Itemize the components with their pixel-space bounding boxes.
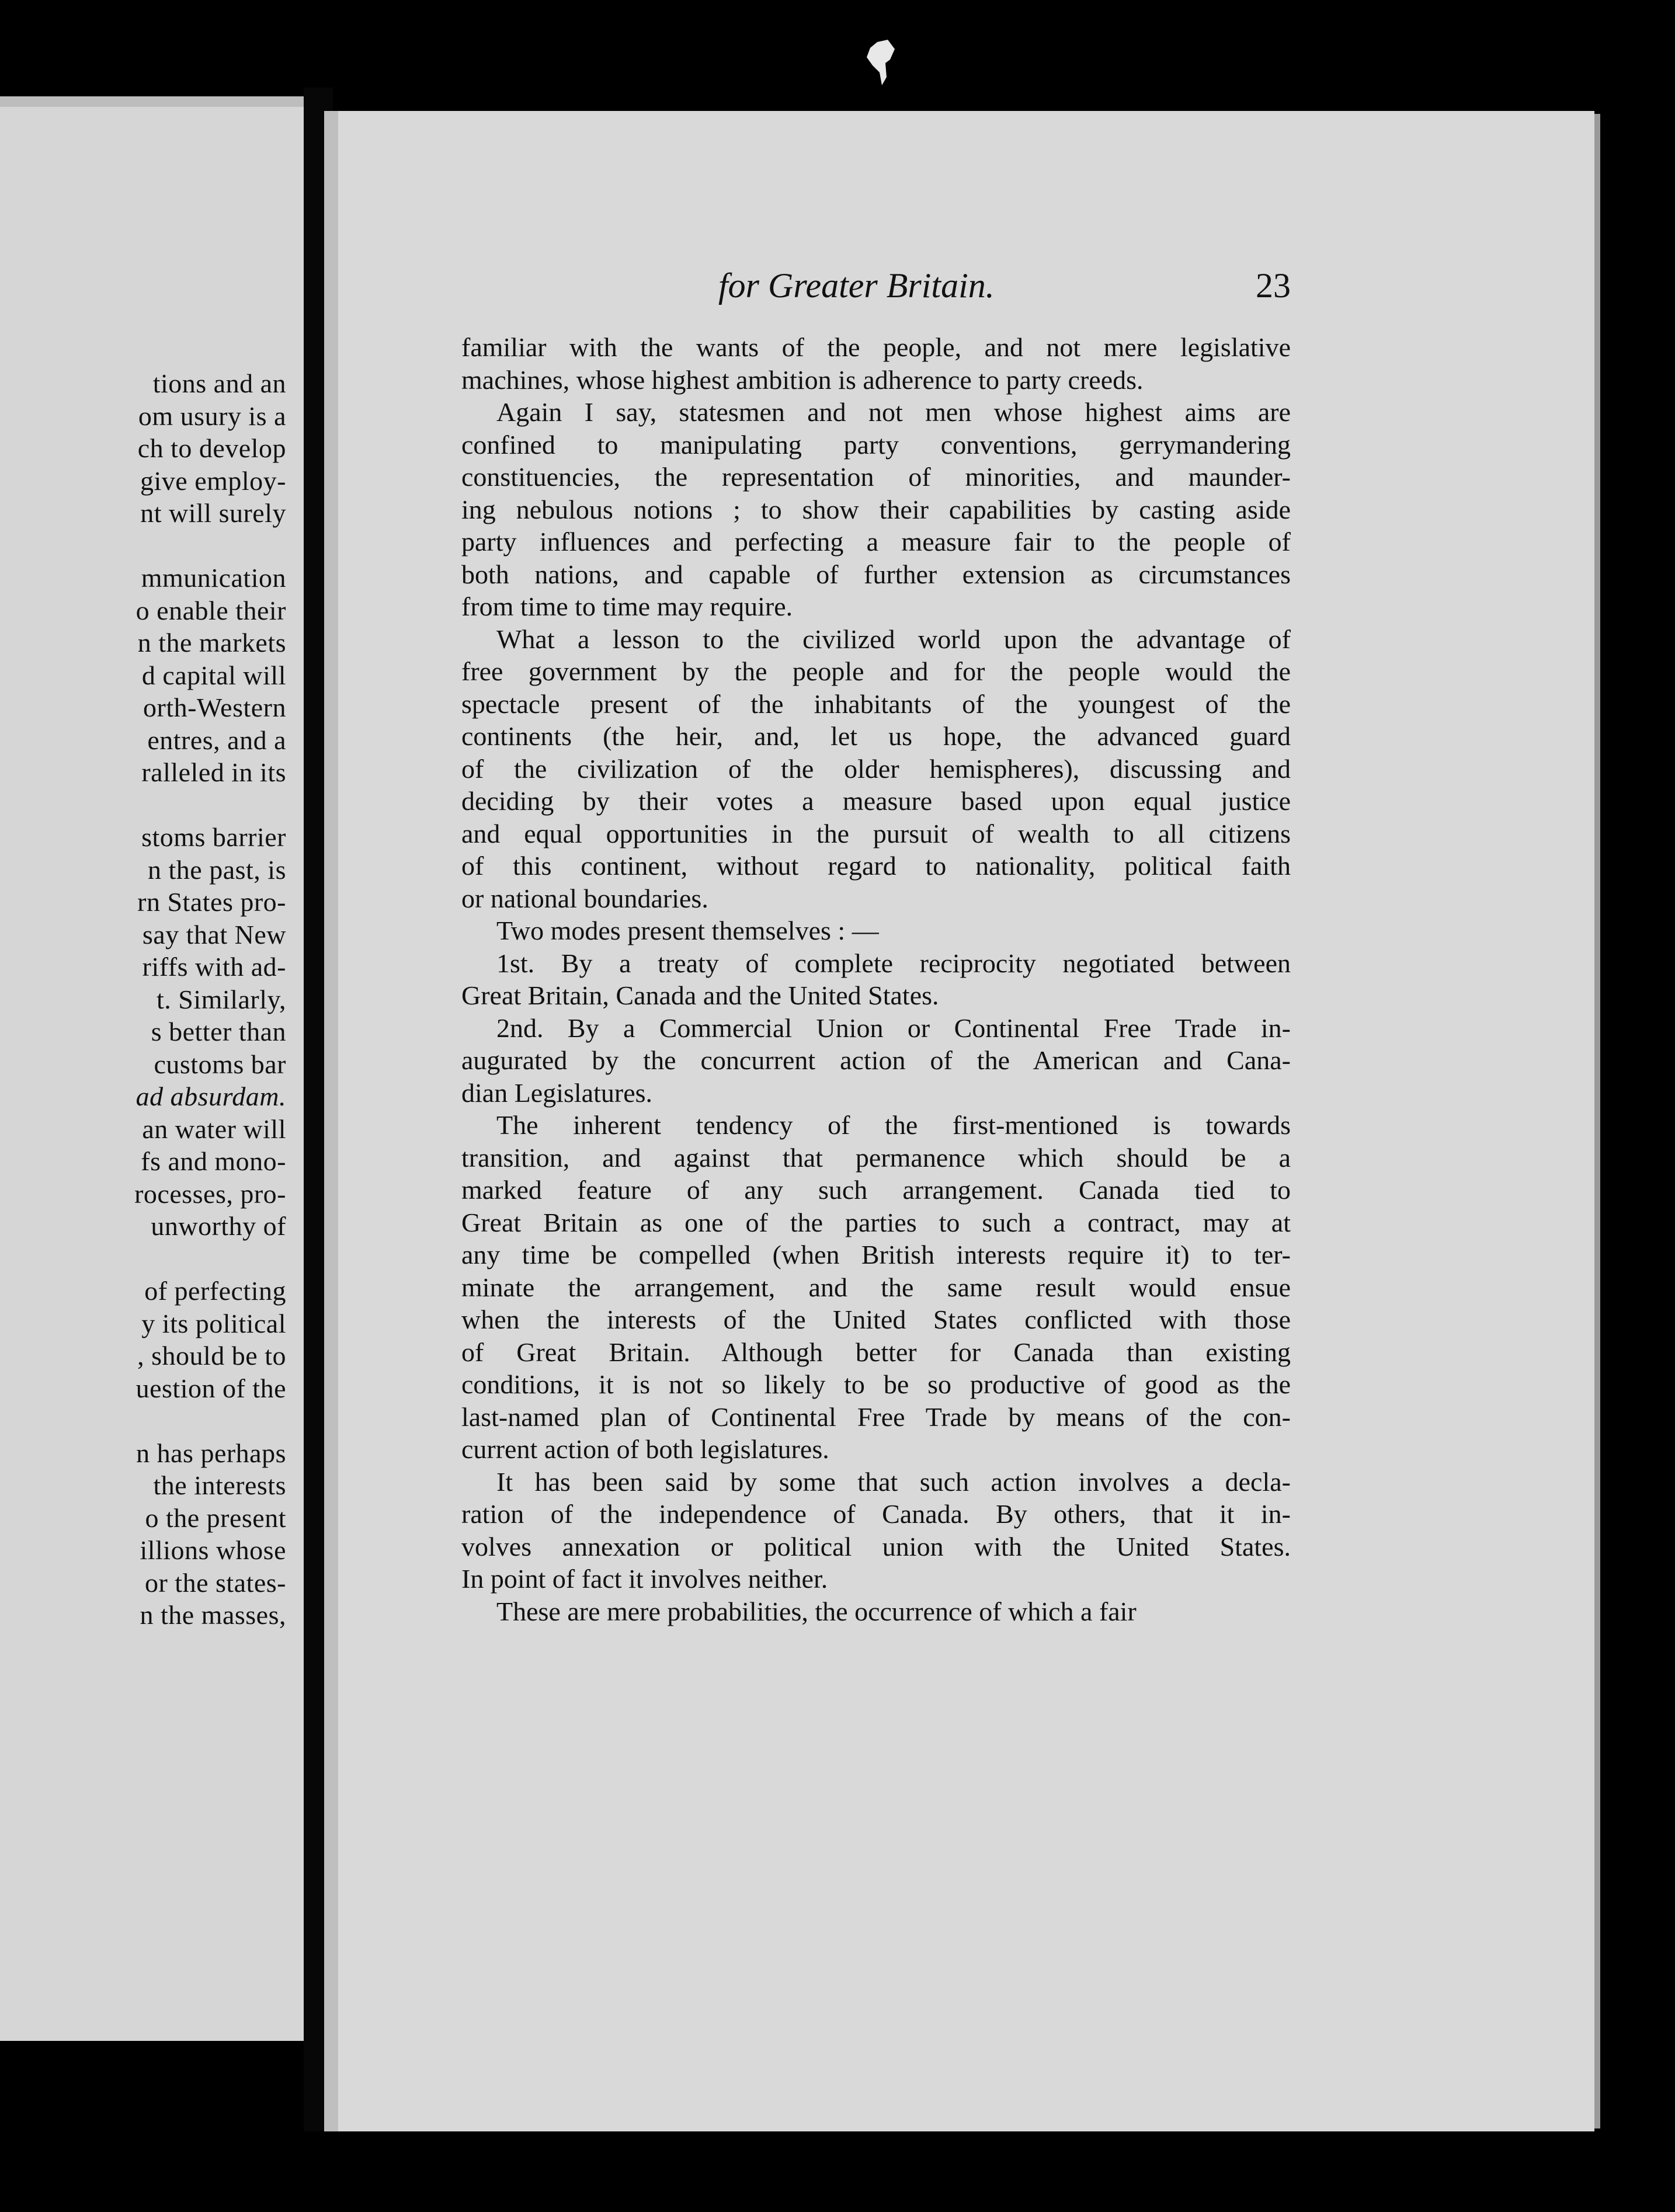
facing-text-line: say that New [142, 919, 286, 950]
text-line: The inherent tendency of the first-mentioned is towards [496, 1110, 1291, 1140]
facing-text-line: rn States pro- [137, 887, 286, 917]
text-line: volves annexation or political union with the United States. [461, 1531, 1291, 1561]
text-line: machines, whose highest ambition is adherence to party creeds. [461, 364, 1144, 395]
facing-text-line: n has perhaps [136, 1438, 286, 1468]
text-line: spectacle present of the inhabitants of the youngest of the [461, 688, 1291, 719]
text-line: last-named plan of Continental Free Trade by means of the con- [461, 1401, 1291, 1432]
text-line: continents (the heir, and, let us hope, the advanced guard [461, 721, 1291, 751]
text-line: of Great Britain. Although better for Canada than existing [461, 1337, 1291, 1367]
facing-text-line: riffs with ad- [142, 952, 286, 982]
text-line: of the civilization of the older hemispheres), discussing and [461, 753, 1291, 784]
facing-text-line: n the masses, [140, 1600, 286, 1630]
facing-text-line: or the states- [144, 1567, 286, 1598]
facing-text-line: give employ- [140, 465, 286, 496]
text-line: any time be compelled (when British interests require it) to ter- [461, 1240, 1291, 1270]
facing-text-line: n the past, is [148, 854, 286, 885]
facing-text-line: ralleled in its [141, 757, 286, 787]
page-shadow [324, 111, 338, 2131]
facing-text-line: orth-Western [143, 693, 286, 722]
text-line: or national boundaries. [461, 883, 708, 913]
facing-text-line: fs and mono- [141, 1146, 286, 1176]
text-line: transition, and against that permanence which should be a [461, 1142, 1291, 1173]
text-line: 2nd. By a Commercial Union or Continental Free Trade in- [496, 1013, 1291, 1043]
text-line: 1st. By a treaty of complete reciprocity negotiated between [496, 948, 1291, 978]
text-line: familiar with the wants of the people, and not mere legislative [461, 332, 1291, 362]
facing-text-line: uestion of the [135, 1373, 286, 1403]
facing-text-line: of perfecting [144, 1276, 286, 1306]
facing-text-line: ch to develop [137, 433, 286, 463]
text-line: when the interests of the United States conflicted with those [461, 1305, 1291, 1334]
text-line: confined to manipulating party conventions, gerrymandering [461, 429, 1291, 460]
text-line: These are mere probabilities, the occurrence of which a fair [496, 1596, 1137, 1626]
facing-text-line: customs bar [154, 1049, 286, 1079]
text-line: Great Britain, Canada and the United States. [461, 980, 939, 1010]
text-line: current action of both legislatures. [461, 1434, 829, 1464]
facing-text-line: entres, and a [147, 725, 286, 755]
facing-text-line: the interests [153, 1470, 286, 1500]
facing-text-line: an water will [142, 1114, 286, 1144]
facing-text-line: d capital will [141, 660, 286, 690]
facing-text-line: t. Similarly, [156, 984, 286, 1014]
facing-text-line: o enable their [135, 595, 286, 625]
facing-text-line: om usury is a [138, 401, 286, 431]
running-head [718, 266, 1291, 318]
text-line: It has been said by some that such action involves a decla- [496, 1466, 1291, 1497]
facing-text-line: unworthy of [151, 1211, 286, 1241]
page-number: 23 [1256, 266, 1291, 305]
facing-text-line: illions whose [140, 1535, 286, 1565]
facing-text-line: ad absurdam. [135, 1081, 286, 1111]
text-line: minate the arrangement, and the same result would ensue [461, 1272, 1291, 1302]
facing-text-line: n the markets [137, 628, 286, 658]
facing-text-line: mmunication [141, 563, 286, 593]
text-line: augurated by the concurrent action of the American and Cana- [461, 1045, 1291, 1075]
text-line: Again I say, statesmen and not men whose highest aims are [496, 397, 1291, 427]
dust-speck-icon [860, 36, 901, 89]
text-line: deciding by their votes a measure based upon equal justice [461, 786, 1291, 816]
facing-text-line: tions and an [152, 368, 286, 398]
text-line: ing nebulous notions ; to show their capabilities by casting aside [461, 494, 1291, 524]
text-line: In point of fact it involves neither. [461, 1564, 828, 1594]
text-line: What a lesson to the civilized world upon the advantage of [496, 624, 1291, 654]
facing-text-line: o the present [145, 1503, 286, 1533]
page-top-edge [0, 96, 304, 107]
text-line: marked feature of any such arrangement. Canada tied to [461, 1175, 1291, 1205]
facing-page [0, 96, 304, 2041]
text-line: Great Britain as one of the parties to such a contract, may at [461, 1207, 1291, 1237]
facing-text-line: y its political [141, 1308, 286, 1338]
facing-text-line: rocesses, pro- [134, 1178, 286, 1209]
text-line: constituencies, the representation of minorities, and maunder- [461, 462, 1291, 492]
text-line: from time to time may require. [461, 592, 793, 621]
page-fore-edge [1594, 114, 1600, 2128]
text-line: free government by the people and for the people would the [461, 656, 1291, 686]
text-line: party influences and perfecting a measure fair to the people of [461, 527, 1291, 557]
text-line: conditions, it is not so likely to be so productive of good as the [461, 1369, 1291, 1399]
text-line: Two modes present themselves : — [496, 916, 879, 945]
text-line: of this continent, without regard to nationality, political faith [461, 851, 1291, 881]
facing-text-line: s better than [151, 1017, 286, 1046]
facing-text-line: , should be to [137, 1341, 286, 1371]
text-line: both nations, and capable of further extension as circumstances [461, 559, 1291, 589]
facing-text-line: stoms barrier [141, 822, 286, 852]
text-line: dian Legislatures. [461, 1077, 653, 1108]
facing-text-line: nt will surely [140, 498, 286, 528]
text-line: ration of the independence of Canada. By others, that it in- [461, 1499, 1291, 1529]
text-line: and equal opportunities in the pursuit of wealth to all citizens [461, 818, 1291, 848]
running-title: for Greater Britain. [718, 266, 995, 305]
